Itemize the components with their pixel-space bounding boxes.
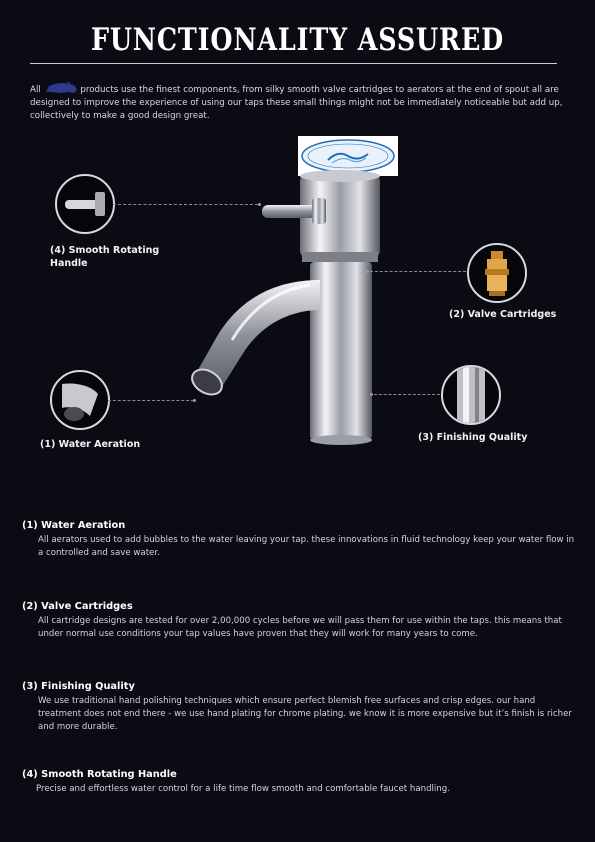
- title-divider: [30, 63, 557, 64]
- aerator-dot: [193, 399, 196, 402]
- cartridge-detail-circle: [467, 243, 527, 303]
- aerator-leader-line: [108, 400, 194, 401]
- section-smooth-rotating-handle: [22, 769, 577, 796]
- intro-text: products use the finest components, from silky smooth valve cartridges to aerators at the end of spout all are designed to improve the experience of using our taps these small things might not be immediately noticeable but add up, collectively to make a good design great.: [30, 85, 563, 121]
- section-heading: (1) Water Aeration: [22, 520, 126, 531]
- section-heading: (2) Valve Cartridges: [22, 601, 133, 612]
- intro-paragraph: [30, 82, 575, 123]
- intro-lead: All: [30, 85, 41, 95]
- section-body: All aerators used to add bubbles to the water leaving your tap. these innovations in fluid technology keep your water flow in a controlled and save water.: [38, 535, 575, 558]
- finish-leader-line: [374, 394, 440, 395]
- callout-label-aeration: (1) Water Aeration: [40, 439, 141, 450]
- handle-leader-line: [113, 204, 258, 205]
- section-body: Precise and effortless water control for a life time flow smooth and comfortable faucet handling.: [36, 784, 450, 794]
- handle-dot: [258, 203, 261, 206]
- callout-label-finish: (3) Finishing Quality: [418, 432, 528, 443]
- section-valve-cartridges: [22, 601, 577, 641]
- cartridge-dot: [366, 270, 369, 273]
- finish-dot: [370, 393, 373, 396]
- section-heading: (3) Finishing Quality: [22, 681, 135, 692]
- page-title: FUNCTIONALITY ASSURED: [90, 22, 505, 58]
- section-water-aeration: [22, 520, 577, 560]
- finish-detail-circle: [441, 365, 501, 425]
- section-body: All cartridge designs are tested for over 2,00,000 cycles before we will pass them for use within the taps. this means that under normal use conditions your tap values have proven that they will work for many years to come.: [38, 616, 562, 639]
- brand-logo-icon: [44, 82, 78, 94]
- section-finishing-quality: [22, 681, 577, 734]
- callout-label-cartridge: (2) Valve Cartridges: [449, 309, 557, 320]
- handle-detail-circle: [55, 174, 115, 234]
- callout-label-handle: (4) Smooth Rotating Handle: [50, 245, 160, 269]
- cartridge-leader-line: [370, 271, 466, 272]
- aerator-detail-circle: [50, 370, 110, 430]
- section-heading: (4) Smooth Rotating Handle: [22, 769, 177, 780]
- faucet-illustration: [170, 170, 430, 450]
- section-body: We use traditional hand polishing techniques which ensure perfect blemish free surfaces and crisp edges. our hand treatment does not end there - we use hand plating for chrome plating. we know it is more expensive but it’s finish is richer and more durable.: [38, 696, 572, 732]
